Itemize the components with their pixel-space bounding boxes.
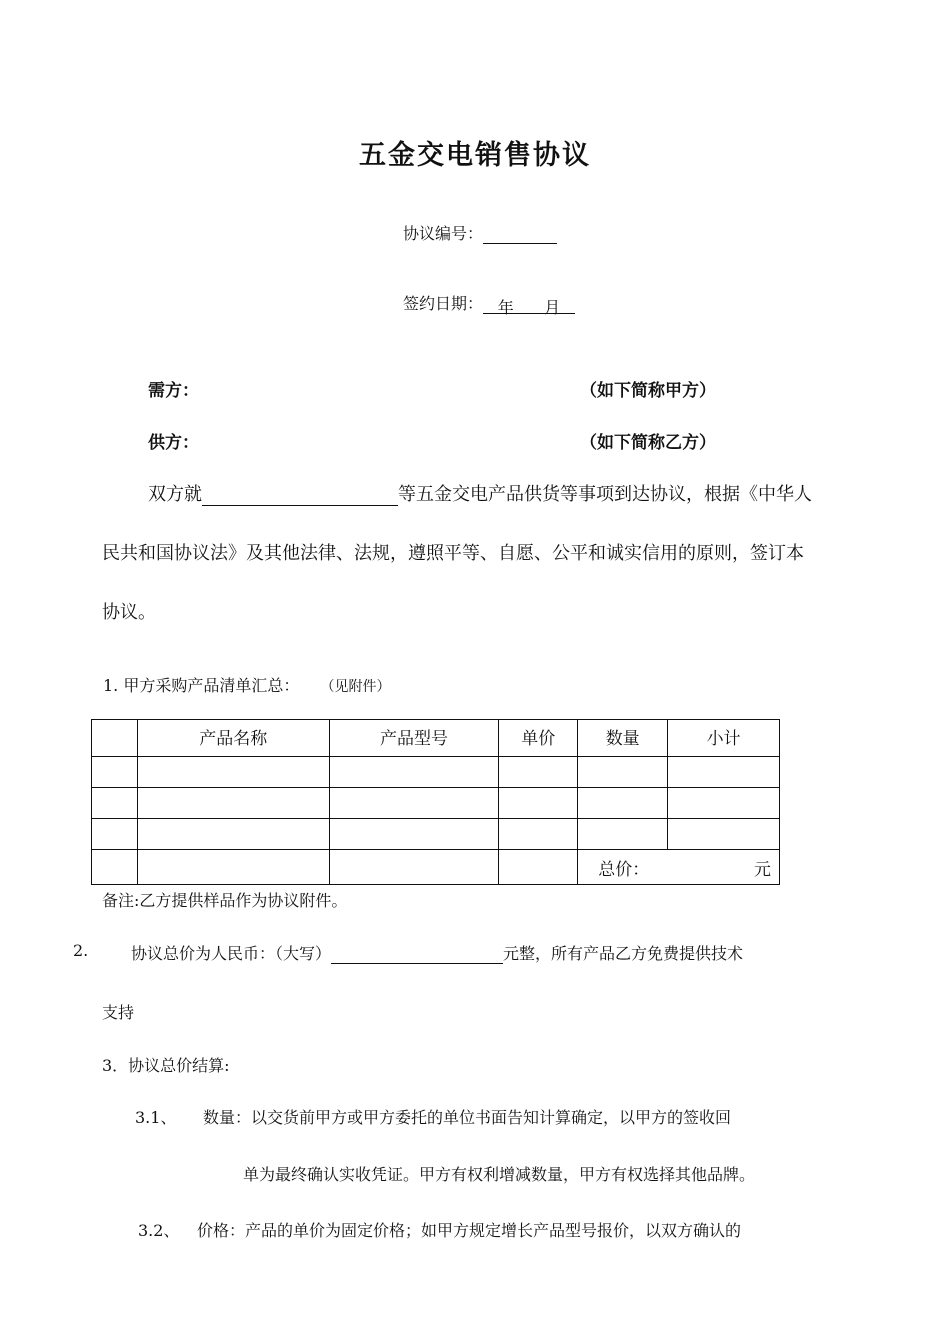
remark-text: 备注:乙方提供样品作为协议附件。 [102, 891, 348, 910]
buyer-alias: （如下简称甲方） [580, 381, 716, 401]
section-2-line-2: 支持 [102, 1003, 135, 1022]
products-blank [202, 485, 398, 506]
intro-part-1: 双方就 [148, 484, 202, 505]
section-3-2-number: 3.2、 [138, 1221, 180, 1240]
section-2-number: 2. [73, 941, 89, 960]
sign-date-month: 月 [544, 298, 561, 317]
header-cell-unit-price: 单价 [499, 720, 578, 757]
intro-part-2: 等五金交电产品供货等事项到达协议，根据《中华人 [398, 484, 812, 505]
intro-line-1 [148, 480, 812, 506]
section-1-heading [103, 673, 390, 696]
total-price-cell [578, 850, 780, 885]
header-cell-index [92, 720, 138, 757]
sign-date-blank [483, 295, 575, 317]
seller-label: 供方： [148, 433, 199, 453]
table-row [92, 788, 780, 819]
section-2-line-1 [131, 941, 743, 964]
table-row [92, 757, 780, 788]
sign-date-year: 年 [497, 298, 514, 317]
section-3-1-line-2: 单为最终确认实收凭证。甲方有权利增减数量，甲方有权选择其他品牌。 [243, 1165, 756, 1184]
total-price-label: 总价： [598, 860, 650, 880]
section-2-part-1: 协议总价为人民币：（大写） [131, 944, 332, 963]
seller-alias: （如下简称乙方） [580, 433, 716, 453]
intro-line-2: 民共和国协议法》及其他法律、法规，遵照平等、自愿、公平和诚实信用的原则，签订本 [102, 543, 804, 564]
section-1-title: 1. 甲方采购产品清单汇总： [103, 676, 300, 695]
contract-number-line [403, 221, 557, 244]
header-cell-quantity: 数量 [578, 720, 668, 757]
section-3-1-line-1: 数量：以交货前甲方或甲方委托的单位书面告知计算确定，以甲方的签收回 [203, 1108, 732, 1127]
contract-number-blank [483, 225, 557, 244]
table-header-row [92, 720, 780, 757]
section-1-note: （见附件） [320, 679, 391, 695]
section-3-title: 3．协议总价结算: [102, 1056, 230, 1075]
intro-line-3: 协议。 [102, 602, 156, 623]
table-row [92, 819, 780, 850]
buyer-label: 需方： [148, 381, 199, 401]
document-title: 五金交电销售协议 [359, 140, 591, 171]
header-cell-subtotal: 小计 [668, 720, 780, 757]
total-price-unit: 元 [754, 860, 771, 880]
section-3-2-line-1: 价格：产品的单价为固定价格；如甲方规定增长产品型号报价，以双方确认的 [197, 1221, 742, 1240]
sign-date-line [403, 291, 575, 317]
table-total-row [92, 850, 780, 885]
product-table [91, 719, 780, 885]
header-cell-model: 产品型号 [329, 720, 499, 757]
section-2-part-2: 元整，所有产品乙方免费提供技术 [503, 944, 744, 963]
contract-number-label: 协议编号： [403, 224, 484, 243]
header-cell-product-name: 产品名称 [137, 720, 329, 757]
total-amount-blank [331, 945, 503, 964]
section-3-1-number: 3.1、 [135, 1108, 177, 1127]
sign-date-label: 签约日期： [403, 294, 484, 313]
